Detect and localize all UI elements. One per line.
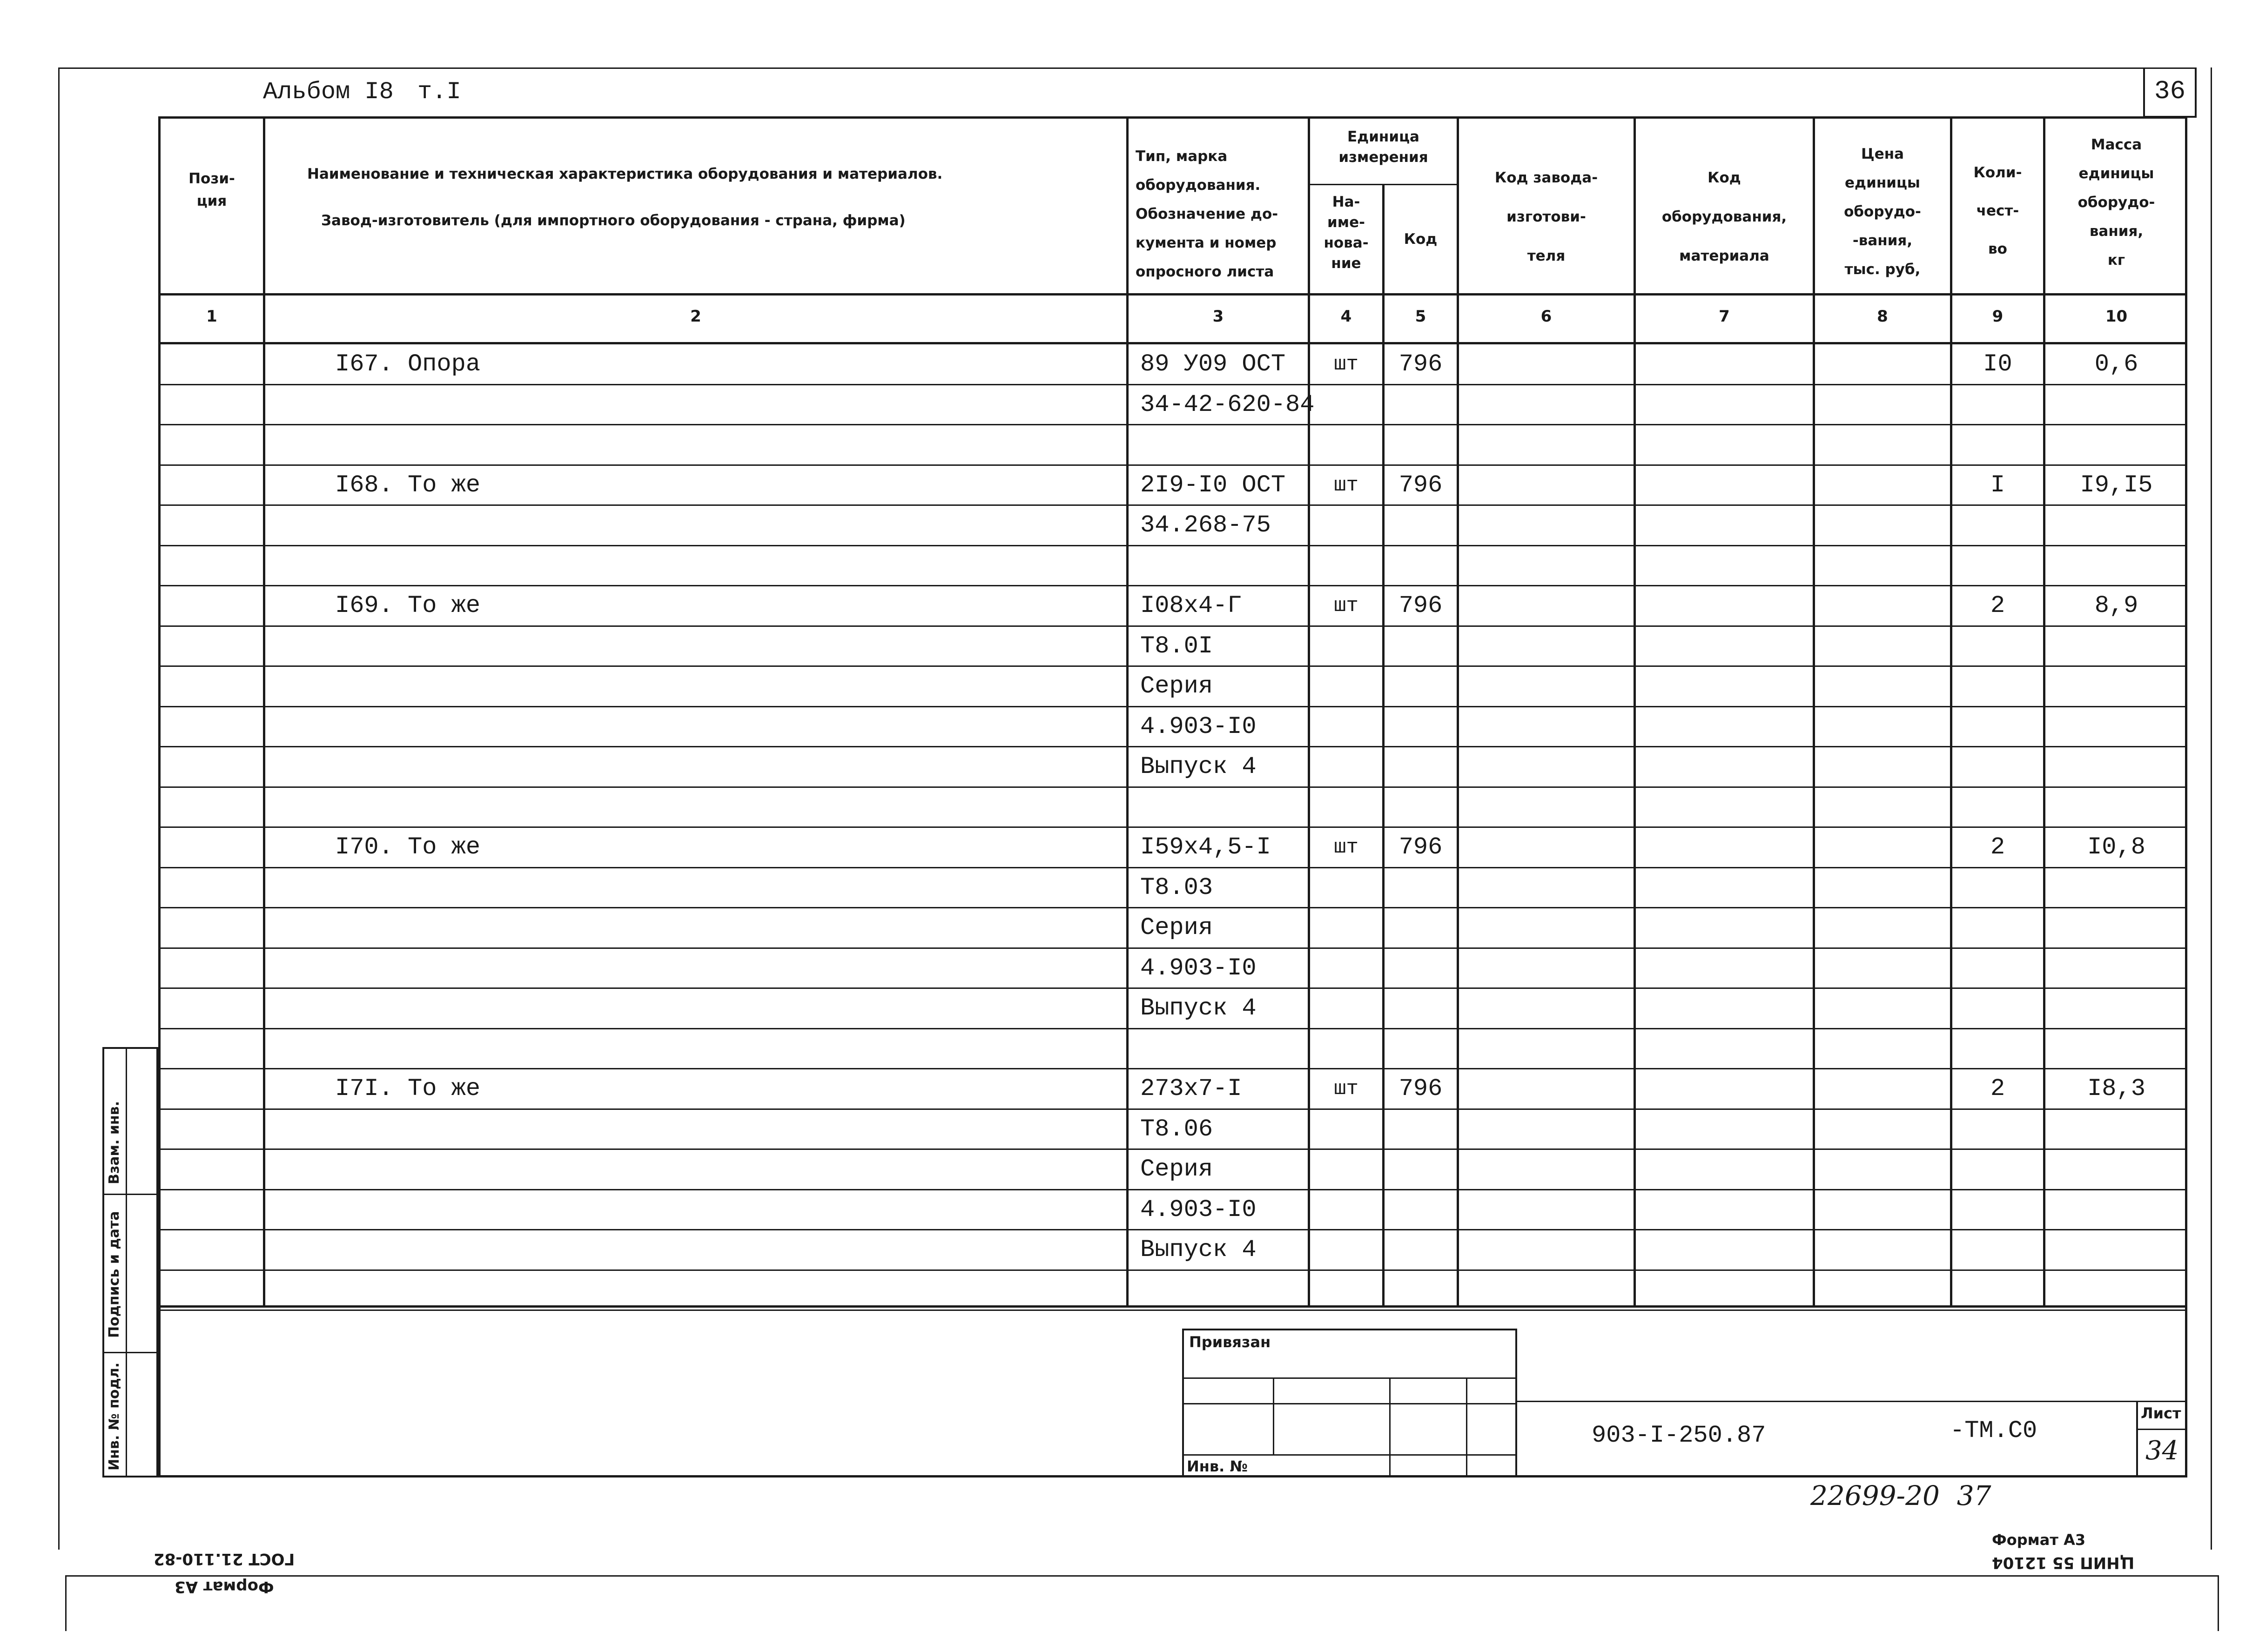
header-name-line2: Завод-изготовитель (для импортного оборудования - страна, фирма) bbox=[321, 212, 906, 229]
row-mass: I8,3 bbox=[2087, 1075, 2145, 1102]
col-line-3 bbox=[1308, 116, 1310, 1308]
header-factory-code: Код завода- изготови- теля bbox=[1494, 169, 1598, 264]
row-divider bbox=[158, 504, 2187, 506]
colnum-2: 2 bbox=[690, 307, 701, 326]
header-name-line1: Наименование и техническая характеристика оборудования и материалов. bbox=[307, 166, 943, 182]
row-divider bbox=[158, 625, 2187, 627]
row-type: Выпуск 4 bbox=[1140, 994, 1257, 1022]
top-frame-line bbox=[58, 67, 2197, 69]
row-type: Серия bbox=[1140, 672, 1213, 700]
bottom-left-tick bbox=[65, 1575, 67, 1631]
privyazan-label: Привязан bbox=[1189, 1333, 1271, 1351]
row-type: 34.268-75 bbox=[1140, 511, 1271, 539]
album-title: Альбом I8 bbox=[263, 78, 394, 106]
row-type: 2I9-I0 ОСТ bbox=[1140, 471, 1286, 499]
colnum-7: 7 bbox=[1719, 307, 1730, 326]
row-divider bbox=[158, 826, 2187, 828]
row-type: 89 У09 ОСТ bbox=[1140, 350, 1286, 378]
row-divider bbox=[158, 1108, 2187, 1110]
row-name: I68. То же bbox=[335, 471, 481, 499]
row-code: 796 bbox=[1398, 833, 1443, 861]
row-divider bbox=[158, 706, 2187, 707]
row-divider bbox=[158, 746, 2187, 747]
row-divider bbox=[158, 907, 2187, 908]
row-code: 796 bbox=[1398, 350, 1443, 378]
row-unit: шт bbox=[1334, 836, 1358, 859]
row-unit: шт bbox=[1334, 473, 1358, 497]
title-code-top-line bbox=[1517, 1401, 2187, 1402]
row-divider bbox=[158, 545, 2187, 546]
row-divider bbox=[158, 424, 2187, 425]
row-mass: I9,I5 bbox=[2080, 471, 2153, 499]
format-left: Формат А3 bbox=[175, 1578, 274, 1596]
format-right: Формат А3 bbox=[1992, 1531, 2086, 1549]
row-divider bbox=[158, 1269, 2187, 1271]
row-type: 4.903-I0 bbox=[1140, 1195, 1257, 1223]
row-divider bbox=[158, 464, 2187, 466]
side-stamp-vzam: Взам. инв. bbox=[106, 1101, 122, 1184]
row-code: 796 bbox=[1398, 471, 1443, 499]
doc-suffix: -ТМ.С0 bbox=[1950, 1417, 2037, 1444]
row-type: I59x4,5-I bbox=[1140, 833, 1271, 861]
row-divider bbox=[158, 786, 2187, 788]
sheet-number: 34 bbox=[2145, 1436, 2179, 1466]
header-bottom-line bbox=[158, 293, 2187, 295]
side-stamp-row1 bbox=[102, 1194, 158, 1195]
row-type: Т8.03 bbox=[1140, 873, 1213, 901]
row-mass: 8,9 bbox=[2094, 592, 2138, 619]
header-unit-code: Код bbox=[1404, 231, 1438, 248]
header-equipment-code: Код оборудования, материала bbox=[1661, 169, 1787, 264]
album-volume: т.I bbox=[417, 78, 461, 106]
page-number: 36 bbox=[2154, 76, 2186, 106]
colnum-6: 6 bbox=[1540, 307, 1552, 326]
org-right: ЦНИП 55 12104 bbox=[1992, 1553, 2135, 1572]
side-stamp-divider bbox=[126, 1047, 127, 1477]
colnum-4: 4 bbox=[1340, 307, 1352, 326]
row-divider bbox=[158, 1229, 2187, 1230]
row-divider bbox=[158, 665, 2187, 667]
row-name: I7I. То же bbox=[335, 1075, 481, 1102]
colnum-1: 1 bbox=[206, 307, 217, 326]
title-block bbox=[158, 1305, 2187, 1477]
sheet-label: Лист bbox=[2141, 1404, 2181, 1422]
row-divider bbox=[158, 1068, 2187, 1069]
row-code: 796 bbox=[1398, 1075, 1443, 1102]
colnum-10: 10 bbox=[2105, 307, 2128, 326]
row-qty: I0 bbox=[1983, 350, 2012, 378]
col-line-9 bbox=[2043, 116, 2045, 1308]
sheet-box-divider bbox=[2136, 1429, 2187, 1430]
row-divider bbox=[158, 1028, 2187, 1029]
row-unit: шт bbox=[1334, 594, 1358, 618]
row-divider bbox=[158, 585, 2187, 586]
row-qty: 2 bbox=[1990, 833, 2005, 861]
header-mass: Масса единицы оборудо- вания, кг bbox=[2077, 136, 2155, 269]
row-divider bbox=[158, 867, 2187, 868]
colnum-5: 5 bbox=[1415, 307, 1426, 326]
left-frame-line bbox=[58, 67, 60, 1550]
row-mass: I0,8 bbox=[2087, 833, 2145, 861]
col-line-5 bbox=[1457, 116, 1459, 1308]
row-name: I69. То же bbox=[335, 592, 481, 619]
right-frame-line bbox=[2211, 67, 2212, 1550]
row-divider bbox=[158, 947, 2187, 949]
page-number-box bbox=[2143, 69, 2197, 118]
colnum-9: 9 bbox=[1992, 307, 2004, 326]
row-name: I70. То же bbox=[335, 833, 481, 861]
inv-no-label: Инв. № bbox=[1187, 1457, 1248, 1475]
col-line-7 bbox=[1813, 116, 1815, 1308]
row-type: Серия bbox=[1140, 1155, 1213, 1183]
col-line-8 bbox=[1950, 116, 1952, 1308]
col-line-6 bbox=[1634, 116, 1636, 1308]
row-type: Серия bbox=[1140, 914, 1213, 941]
row-divider bbox=[158, 384, 2187, 385]
row-name: I67. Опора bbox=[335, 350, 481, 378]
header-unit-name: На- име- нова- ние bbox=[1324, 194, 1369, 272]
side-stamp-podpis: Подпись и дата bbox=[106, 1211, 122, 1338]
colnum-8: 8 bbox=[1877, 307, 1888, 326]
gost-left: ГОСТ 21.110-82 bbox=[154, 1550, 295, 1568]
bottom-right-tick bbox=[2218, 1575, 2219, 1631]
doc-code: 903-I-250.87 bbox=[1592, 1422, 1766, 1449]
album-label bbox=[263, 78, 461, 106]
bottom-frame-line bbox=[65, 1575, 2218, 1577]
colnum-bottom-line bbox=[158, 342, 2187, 344]
header-unit-group: Единица измерения bbox=[1338, 128, 1428, 166]
row-unit: шт bbox=[1334, 1077, 1358, 1101]
colnum-3: 3 bbox=[1212, 307, 1224, 326]
row-mass: 0,6 bbox=[2094, 350, 2138, 378]
row-code: 796 bbox=[1398, 592, 1443, 619]
header-position: Пози- ция bbox=[188, 170, 235, 209]
col-line-2 bbox=[1126, 116, 1129, 1308]
privyazan-vline-3 bbox=[1466, 1377, 1467, 1477]
row-type: Выпуск 4 bbox=[1140, 1236, 1257, 1263]
row-type: 273x7-I bbox=[1140, 1075, 1242, 1102]
row-qty: I bbox=[1990, 471, 2005, 499]
row-divider bbox=[158, 1148, 2187, 1150]
col-line-1 bbox=[263, 116, 265, 1308]
row-unit: шт bbox=[1334, 353, 1358, 376]
row-type: 34-42-620-84 bbox=[1140, 390, 1315, 418]
row-qty: 2 bbox=[1990, 1075, 2005, 1102]
row-type: Т8.06 bbox=[1140, 1115, 1213, 1143]
row-type: I08x4-Г bbox=[1140, 592, 1242, 619]
row-type: 4.903-I0 bbox=[1140, 712, 1257, 740]
side-stamp-inv-podl: Инв. № подл. bbox=[106, 1362, 122, 1471]
privyazan-vline-1 bbox=[1273, 1377, 1274, 1454]
row-type: Т8.0I bbox=[1140, 632, 1213, 660]
row-type: Выпуск 4 bbox=[1140, 753, 1257, 780]
handwritten-number: 22699-20 37 bbox=[1810, 1480, 1991, 1511]
row-divider bbox=[158, 1189, 2187, 1190]
privyazan-vline-2 bbox=[1389, 1377, 1391, 1477]
row-type: 4.903-I0 bbox=[1140, 954, 1257, 982]
row-divider bbox=[158, 987, 2187, 989]
side-stamp-row2 bbox=[102, 1352, 158, 1353]
row-qty: 2 bbox=[1990, 592, 2005, 619]
header-price: Цена единицы оборудо- -вания, тыс. руб, bbox=[1844, 146, 1921, 278]
header-quantity: Коли- чест- во bbox=[1973, 164, 2022, 257]
header-type: Тип, марка оборудования. Обозначение до- кумента и номер опросного листа bbox=[1136, 148, 1278, 280]
